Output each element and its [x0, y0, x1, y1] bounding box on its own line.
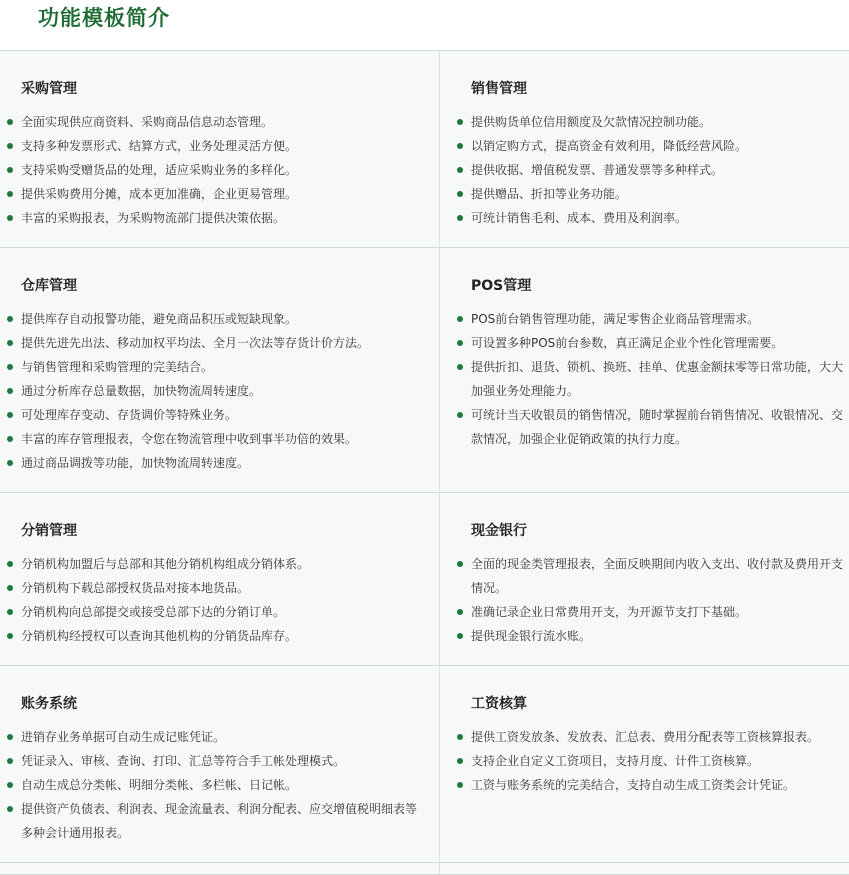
module-heading: 现金银行 [471, 523, 527, 539]
feature-text: 分销机构下载总部授权货品对接本地货品。 [21, 581, 250, 595]
feature-list [21, 552, 419, 648]
feature-text: 提供库存自动报警功能，避免商品积压或短缺现象。 [21, 312, 298, 326]
module-cash-bank [440, 493, 849, 666]
bullet-icon [7, 412, 13, 418]
feature-item [471, 749, 843, 773]
feature-list [21, 110, 419, 230]
bullet-icon [7, 167, 13, 173]
feature-item [21, 576, 419, 600]
feature-item [21, 725, 419, 749]
module-heading: 账务系统 [21, 696, 77, 712]
feature-item [21, 600, 419, 624]
bullet-icon [457, 609, 463, 615]
bullet-icon [7, 388, 13, 394]
feature-item [21, 307, 419, 331]
bullet-icon [457, 633, 463, 639]
feature-item [21, 773, 419, 797]
feature-item [471, 600, 843, 624]
feature-text: 与销售管理和采购管理的完美结合。 [21, 360, 214, 374]
bullet-icon [457, 734, 463, 740]
feature-text: 提供折扣、退货、锁机、换班、挂单、优惠金额抹零等日常功能，大大加强业务处理能力。 [471, 360, 844, 398]
grid-footer-left [0, 863, 440, 875]
feature-list [471, 725, 843, 797]
feature-item [471, 110, 843, 134]
module-heading: 工资核算 [471, 696, 527, 712]
feature-item [471, 307, 843, 331]
feature-item [21, 134, 419, 158]
feature-text: 支持企业自定义工资项目，支持月度、计件工资核算。 [471, 754, 760, 768]
bullet-icon [7, 609, 13, 615]
bullet-icon [7, 191, 13, 197]
module-heading: 分销管理 [21, 523, 77, 539]
bullet-icon [7, 561, 13, 567]
feature-item [21, 331, 419, 355]
bullet-icon [7, 758, 13, 764]
module-pos [440, 248, 849, 493]
feature-text: 提供工资发放条、发放表、汇总表、费用分配表等工资核算报表。 [471, 730, 820, 744]
feature-text: 丰富的采购报表，为采购物流部门提供决策依据。 [21, 211, 286, 225]
feature-list [471, 552, 843, 648]
module-purchase [0, 51, 440, 248]
feature-text: 可处理库存变动、存货调价等特殊业务。 [21, 408, 238, 422]
module-grid [0, 51, 849, 875]
module-sales [440, 51, 849, 248]
page-header [0, 0, 849, 51]
feature-item [21, 624, 419, 648]
feature-item [471, 725, 843, 749]
feature-item [21, 451, 419, 475]
feature-list [21, 307, 419, 475]
page-title: 功能模板简介 [38, 6, 170, 30]
feature-text: 自动生成总分类帐、明细分类帐、多栏帐、日记帐。 [21, 778, 298, 792]
feature-item [471, 158, 843, 182]
bullet-icon [7, 585, 13, 591]
feature-text: 全面的现金类管理报表，全面反映期间内收入支出、收付款及费用开支情况。 [471, 557, 844, 595]
feature-text: 分销机构经授权可以查询其他机构的分销货品库存。 [21, 629, 298, 643]
feature-text: 可统计当天收银员的销售情况，随时掌握前台销售情况、收银情况、交款情况，加强企业促销政策的执行力度。 [471, 408, 844, 446]
feature-text: 提供赠品、折扣等业务功能。 [471, 187, 628, 201]
feature-text: 提供现金银行流水账。 [471, 629, 592, 643]
bullet-icon [7, 215, 13, 221]
feature-item [471, 182, 843, 206]
feature-item [21, 158, 419, 182]
bullet-icon [7, 316, 13, 322]
feature-text: POS前台销售管理功能，满足零售企业商品管理需求。 [471, 312, 760, 326]
feature-item [471, 331, 843, 355]
bullet-icon [7, 119, 13, 125]
bullet-icon [7, 782, 13, 788]
feature-item [471, 206, 843, 230]
bullet-icon [457, 782, 463, 788]
bullet-icon [457, 561, 463, 567]
bullet-icon [457, 143, 463, 149]
feature-item [21, 110, 419, 134]
feature-list [471, 110, 843, 230]
bullet-icon [457, 316, 463, 322]
feature-text: 提供采购费用分摊，成本更加准确，企业更易管理。 [21, 187, 298, 201]
feature-item [471, 773, 843, 797]
bullet-icon [457, 191, 463, 197]
feature-item [471, 552, 843, 600]
module-heading: 仓库管理 [21, 278, 77, 294]
module-heading: POS管理 [471, 278, 532, 294]
bullet-icon [457, 758, 463, 764]
feature-text: 丰富的库存管理报表，令您在物流管理中收到事半功倍的效果。 [21, 432, 358, 446]
bullet-icon [7, 364, 13, 370]
feature-text: 提供资产负债表、利润表、现金流量表、利润分配表、应交增值税明细表等多种会计通用报表。 [21, 802, 418, 840]
feature-text: 支持采购受赠货品的处理，适应采购业务的多样化。 [21, 163, 298, 177]
feature-text: 支持多种发票形式、结算方式，业务处理灵活方便。 [21, 139, 298, 153]
feature-item [21, 355, 419, 379]
feature-text: 通过商品调拨等功能，加快物流周转速度。 [21, 456, 250, 470]
module-accounting [0, 666, 440, 863]
feature-item [21, 427, 419, 451]
feature-text: 准确记录企业日常费用开支，为开源节支打下基础。 [471, 605, 748, 619]
feature-text: 提供收据、增值税发票、普通发票等多种样式。 [471, 163, 724, 177]
bullet-icon [457, 340, 463, 346]
grid-footer-right [440, 863, 849, 875]
feature-text: 通过分析库存总量数据，加快物流周转速度。 [21, 384, 262, 398]
bullet-icon [7, 436, 13, 442]
module-heading: 销售管理 [471, 81, 527, 97]
bullet-icon [7, 460, 13, 466]
bullet-icon [7, 734, 13, 740]
feature-text: 凭证录入、审核、查询、打印、汇总等符合手工帐处理模式。 [21, 754, 346, 768]
feature-text: 提供先进先出法、移动加权平均法、全月一次法等存货计价方法。 [21, 336, 370, 350]
feature-item [21, 749, 419, 773]
feature-text: 工资与账务系统的完美结合，支持自动生成工资类会计凭证。 [471, 778, 796, 792]
feature-list [471, 307, 843, 451]
module-warehouse [0, 248, 440, 493]
feature-item [21, 797, 419, 845]
module-payroll [440, 666, 849, 863]
bullet-icon [457, 412, 463, 418]
feature-item [471, 403, 843, 451]
feature-item [471, 624, 843, 648]
bullet-icon [7, 633, 13, 639]
feature-text: 以销定购方式，提高资金有效利用，降低经营风险。 [471, 139, 748, 153]
feature-item [471, 134, 843, 158]
bullet-icon [457, 215, 463, 221]
feature-text: 可统计销售毛利、成本、费用及利润率。 [471, 211, 688, 225]
bullet-icon [457, 364, 463, 370]
bullet-icon [457, 119, 463, 125]
feature-item [21, 403, 419, 427]
bullet-icon [457, 167, 463, 173]
feature-text: 分销机构向总部提交或接受总部下达的分销订单。 [21, 605, 286, 619]
bullet-icon [7, 340, 13, 346]
feature-text: 可设置多种POS前台参数，真正满足企业个性化管理需要。 [471, 336, 784, 350]
module-heading: 采购管理 [21, 81, 77, 97]
feature-text: 进销存业务单据可自动生成记账凭证。 [21, 730, 226, 744]
feature-list [21, 725, 419, 845]
feature-item [21, 552, 419, 576]
feature-item [471, 355, 843, 403]
bullet-icon [7, 806, 13, 812]
feature-item [21, 206, 419, 230]
bullet-icon [7, 143, 13, 149]
feature-text: 全面实现供应商资料、采购商品信息动态管理。 [21, 115, 274, 129]
feature-item [21, 182, 419, 206]
module-distribution [0, 493, 440, 666]
feature-text: 分销机构加盟后与总部和其他分销机构组成分销体系。 [21, 557, 310, 571]
feature-text: 提供购货单位信用额度及欠款情况控制功能。 [471, 115, 712, 129]
feature-item [21, 379, 419, 403]
